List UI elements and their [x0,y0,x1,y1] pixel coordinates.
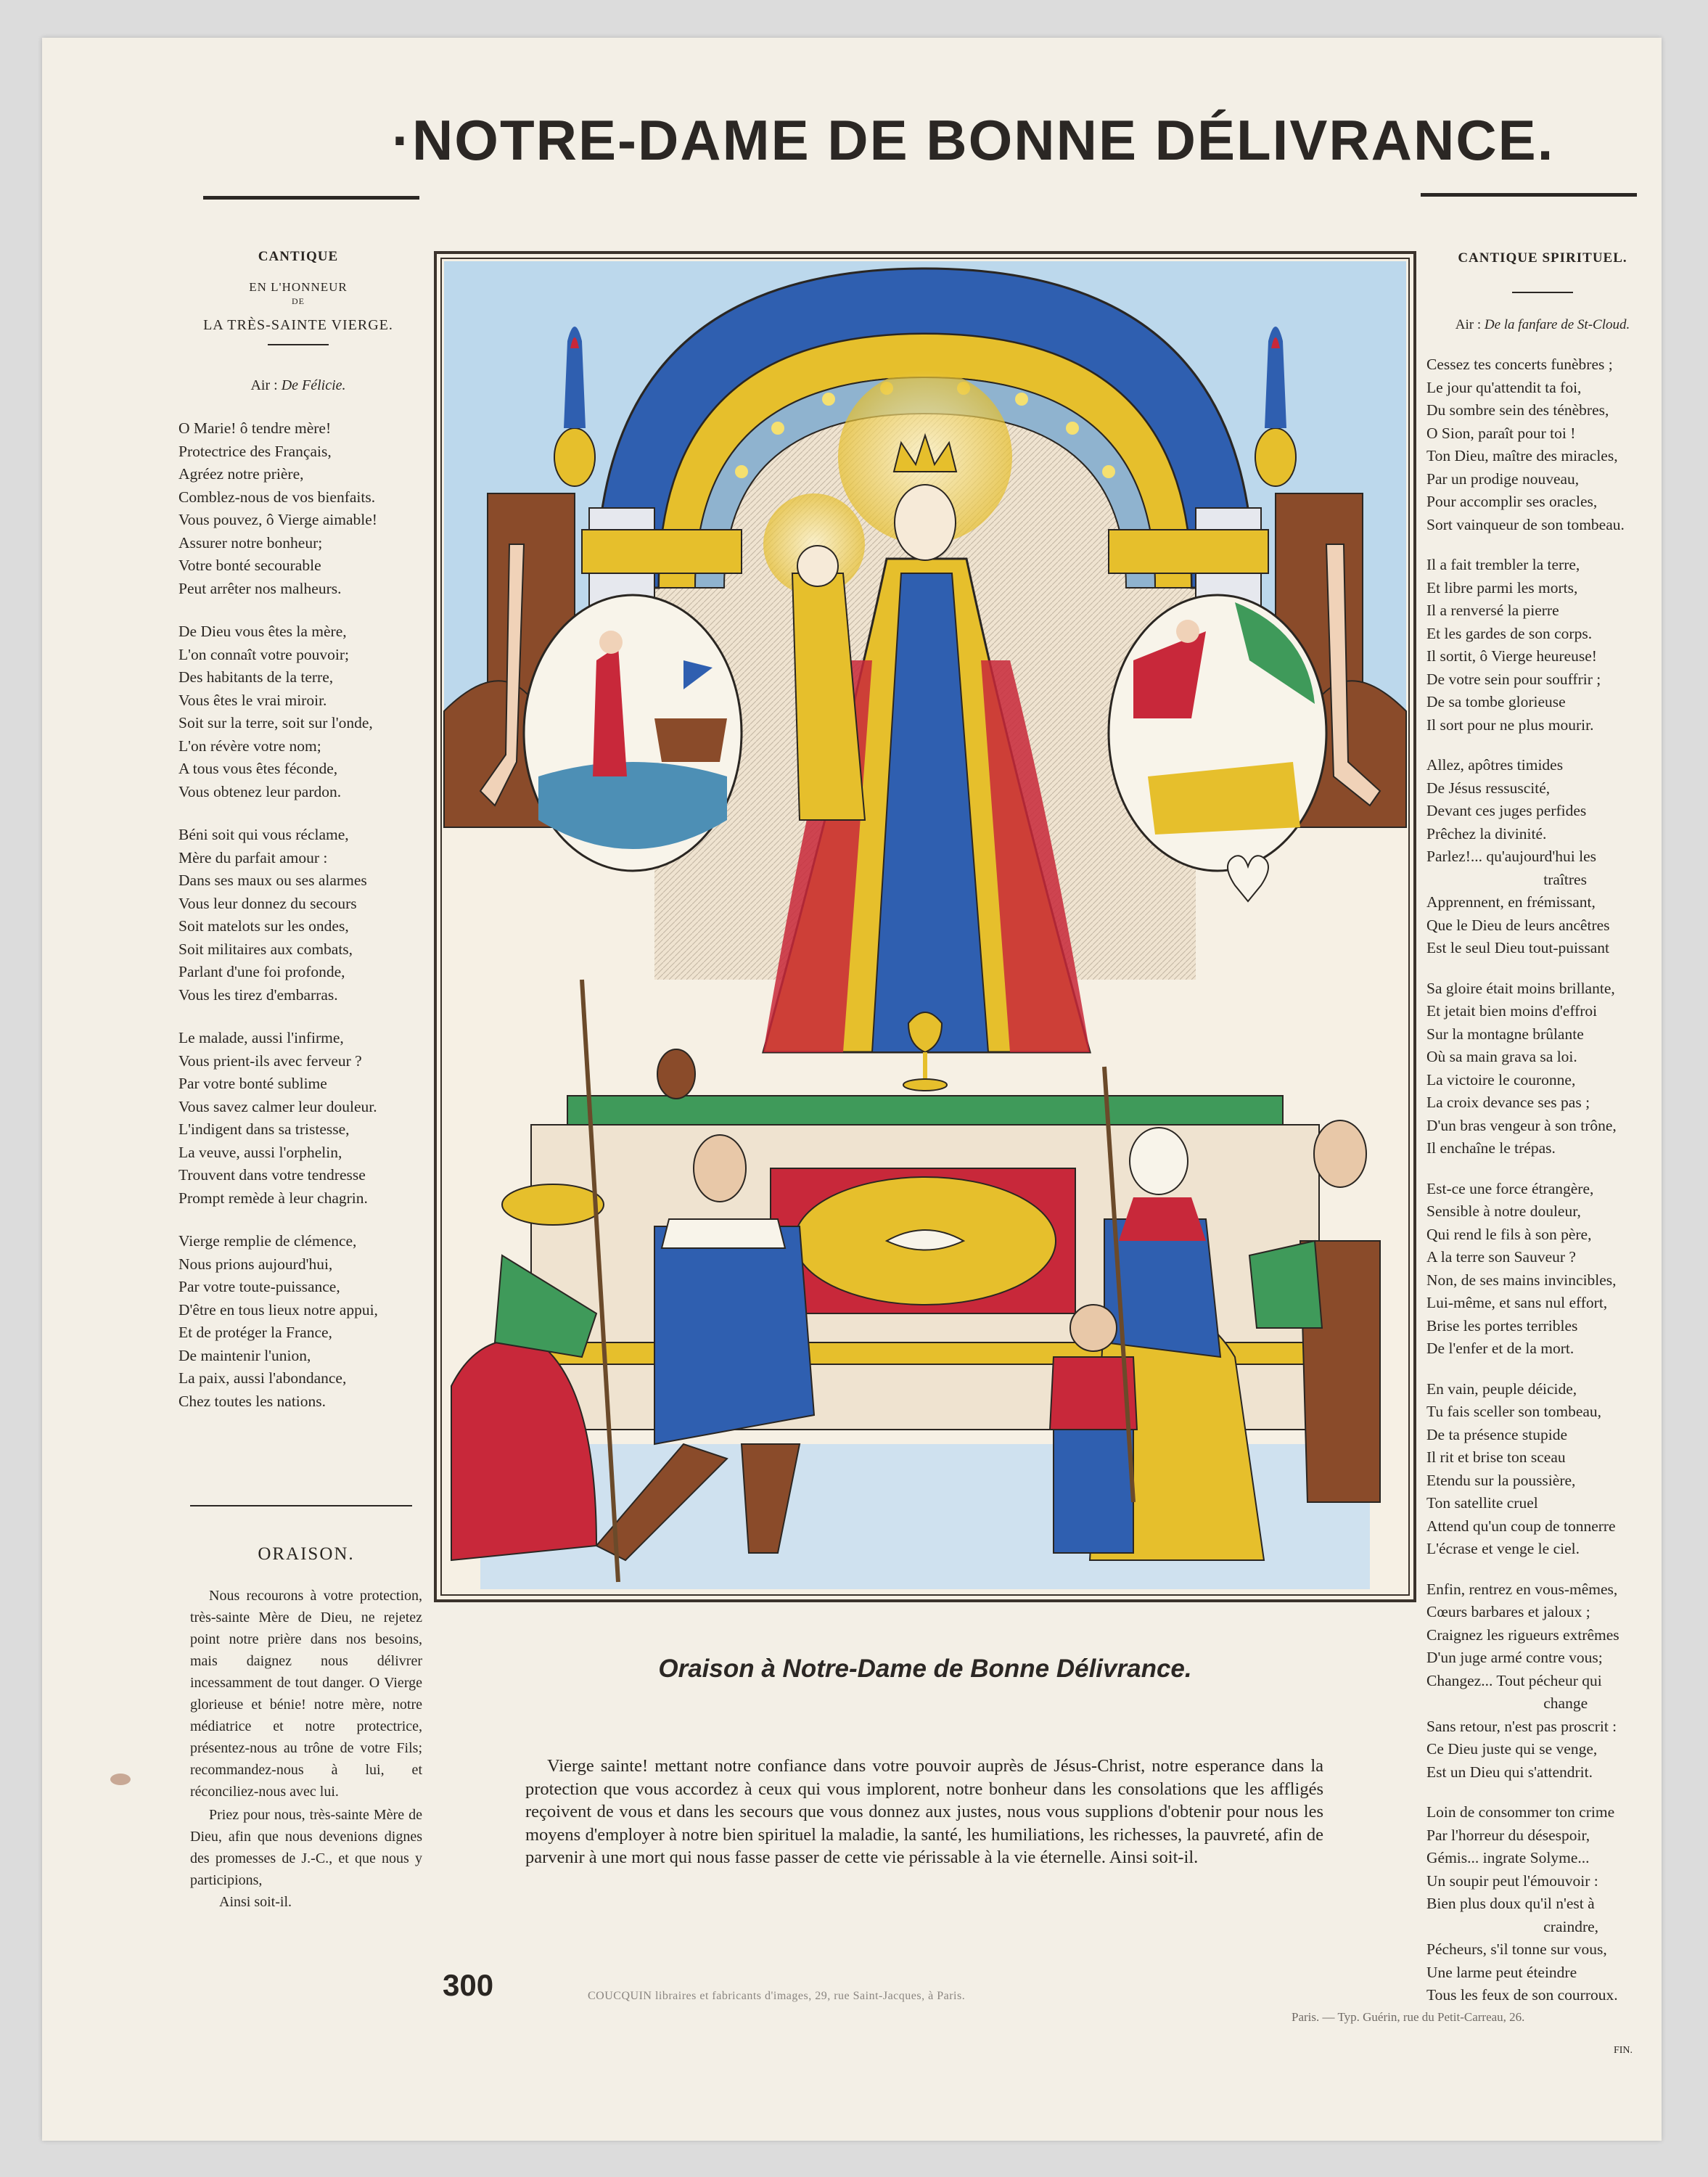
left-medallion-shipwreck [524,595,742,871]
left-cantique-column [178,245,418,1413]
print-number: 300 [443,1968,494,2002]
right-heading: CANTIQUE SPIRITUEL. [1458,250,1627,266]
gourd-icon [657,1049,695,1099]
center-prayer-text: Vierge sainte! mettant notre confiance dans votre pouvoir auprès de Jésus-Christ, notre esperance dans la protection que vous accordez à ceux qui vous implorent, notre bonheur dans les consolations que les affligés reçoivent de vous et dans les secours que vous donnez aux justes, nous vous supplions d'obtenir pour nous les moyens d'employer à notre bien spirituel la maladie, la santé, les humiliations, les richesses, la pauvreté, afin de parvenir à une mort qui nous fasse passer de cette vie périssable à la vie éternelle. Ainsi soit-il. [525,1756,1323,1867]
left-heading-cantique: CANTIQUE [258,249,339,264]
altar-top [567,1096,1283,1125]
illustration-artwork [437,254,1413,1599]
right-verse-5: Est-ce une force étrangère, Sensible à notre douleur, Qui rend le fils à son père, A la terre son Sauveur ? Non, de ses mains invincibles, Lui-même, et sans nul effort, Brise les portes terribles De l'enfer et de la mort. [1426,1179,1617,1357]
paper-stain [110,1774,131,1785]
left-heading-en-lhonneur: EN L'HONNEUR [249,279,348,294]
title-rule-left [203,196,419,200]
left-oraison-amen: Ainsi soit-il. [219,1894,292,1910]
right-air-prefix: Air : [1455,316,1485,332]
right-verse-7: Enfin, rentrez en vous-mêmes, Cœurs barbares et jaloux ; Craignez les rigueurs extrêmes D'un juge armé contre vous; Changez... Tout pécheur qui change Sans retour, n'est pas proscrit : Ce Dieu juste qui se venge, Est un Dieu qui s'attendrit. [1426,1580,1619,1781]
right-verse-1: Cessez tes concerts funèbres ; Le jour qu'attendit ta foi, Du sombre sein des ténèbres, O Sion, paraît pour toi ! Ton Dieu, maître des miracles, Par un prodige nouveau, Pour accomplir ses oracles, Sort vainqueur de son tombeau. [1426,356,1625,533]
left-heading-vierge: LA TRÈS-SAINTE VIERGE. [203,316,393,333]
title-rule-right [1421,193,1637,197]
right-fin: FIN. [1613,2044,1633,2056]
right-verse-3: Allez, apôtres timides De Jésus ressuscité, Devant ces juges perfides Prêchez la divinité. Parlez!... qu'aujourd'hui les traîtres Apprennent, en frémissant, Que le Dieu de leurs ancêtres Est le seul Dieu tout-puissant [1426,756,1610,956]
left-heading-rule [268,344,329,345]
right-verse-2: Il a fait trembler la terre, Et libre parmi les morts, Il a renversé la pierre Et les gardes de son corps. Il sortit, ô Vierge heureuse! De votre sein pour souffrir ; De sa tombe glorieuse Il sort pour ne plus mourir. [1426,556,1601,734]
printer-line: Paris. — Typ. Guérin, rue du Petit-Carreau, 26. [1292,2010,1525,2024]
page-title: ·NOTRE-DAME DE BONNE DÉLIVRANCE. [392,108,1555,172]
left-verse-1: O Marie! ô tendre mère! Protectrice des Français, Agréez notre prière, Comblez-nous de vos bienfaits. Vous pouvez, ô Vierge aimable! Assurer notre bonheur; Votre bonté secourable Peut arrêter nos malheurs. [178,419,377,597]
left-air-prefix: Air : [250,377,282,393]
right-cantique-column [1426,247,1659,2062]
left-air-line [178,374,418,398]
right-verse-8: Loin de consommer ton crime Par l'horreur du désespoir, Gémis... ingrate Solyme... Un soupir peut l'émouvoir : Bien plus doux qu'il n'est à craindre, Pécheurs, s'il tonne sur vous, Une larme peut éteindre Tous les feux de son courroux. [1426,1803,1618,2004]
right-air-line [1426,313,1659,337]
left-oraison-paragraph-2: Priez pour nous, très-sainte Mère de Dieu, afin que nous devenions dignes des promesses de J.-C., et que nous y participions, [190,1807,422,1888]
right-heading-rule [1512,292,1573,293]
devotional-illustration [434,251,1416,1602]
left-oraison-label: ORAISON. [258,1544,355,1564]
publisher-line: COUCQUIN libraires et fabricants d'images, 29, rue Saint-Jacques, à Paris. [588,1990,966,2002]
left-verse-3: Béni soit qui vous réclame, Mère du parfait amour : Dans ses maux ou ses alarmes Vous leur donnez du secours Soit matelots sur les ondes, Soit militaires aux combats, Parlant d'une foi profonde, Vous les tirez d'embarras. [178,826,367,1004]
right-air-name: De la fanfare de St-Cloud. [1484,316,1630,332]
left-oraison-rule [190,1505,412,1506]
left-heading-de: DE [292,295,305,306]
right-verse-4: Sa gloire était moins brillante, Et jetait bien moins d'effroi Sur la montagne brûlante Où sa main grava sa loi. La victoire le couronne, La croix devance ses pas ; D'un bras vengeur à son trône, Il enchaîne le trépas. [1426,979,1617,1157]
left-verse-2: De Dieu vous êtes la mère, L'on connaît votre pouvoir; Des habitants de la terre, Vous êtes le vrai miroir. Soit sur la terre, soit sur l'onde, L'on révère votre nom; A tous vous êtes féconde, Vous obtenez leur pardon. [178,623,373,800]
left-verse-5: Vierge remplie de clémence, Nous prions aujourd'hui, Par votre toute-puissance, D'être en tous lieux notre appui, Et de protéger la France, De maintenir l'union, La paix, aussi l'abondance, Chez toutes les nations. [178,1232,378,1410]
left-oraison-block [190,1544,422,1913]
center-oraison-title: Oraison à Notre-Dame de Bonne Délivrance. [658,1655,1192,1683]
right-medallion-deathbed [1109,595,1326,871]
left-verse-4: Le malade, aussi l'infirme, Vous prient-ils avec ferveur ? Par votre bonté sublime Vous savez calmer leur douleur. L'indigent dans sa tristesse, La veuve, aussi l'orphelin, Trouvent dans votre tendresse Prompt remède à leur chagrin. [178,1029,377,1207]
left-oraison-paragraph-1: Nous recourons à votre protection, très-sainte Mère de Dieu, ne rejetez point notre prière dans nos besoins, mais daignez nous délivrer incessamment de tout danger. O Vierge glorieuse et bénie! notre mère, notre médiatrice et notre protectrice, présentez-nous au trône de votre Fils; recommandez-nous à lui, et réconciliez-nous avec lui. [190,1588,422,1800]
left-air-name: De Félicie. [281,377,346,393]
right-verse-6: En vain, peuple déicide, Tu fais sceller son tombeau, De ta présence stupide Il rit et brise ton sceau Etendu sur la poussière, Ton satellite cruel Attend qu'un coup de tonnerre L'écrase et venge le ciel. [1426,1379,1616,1557]
